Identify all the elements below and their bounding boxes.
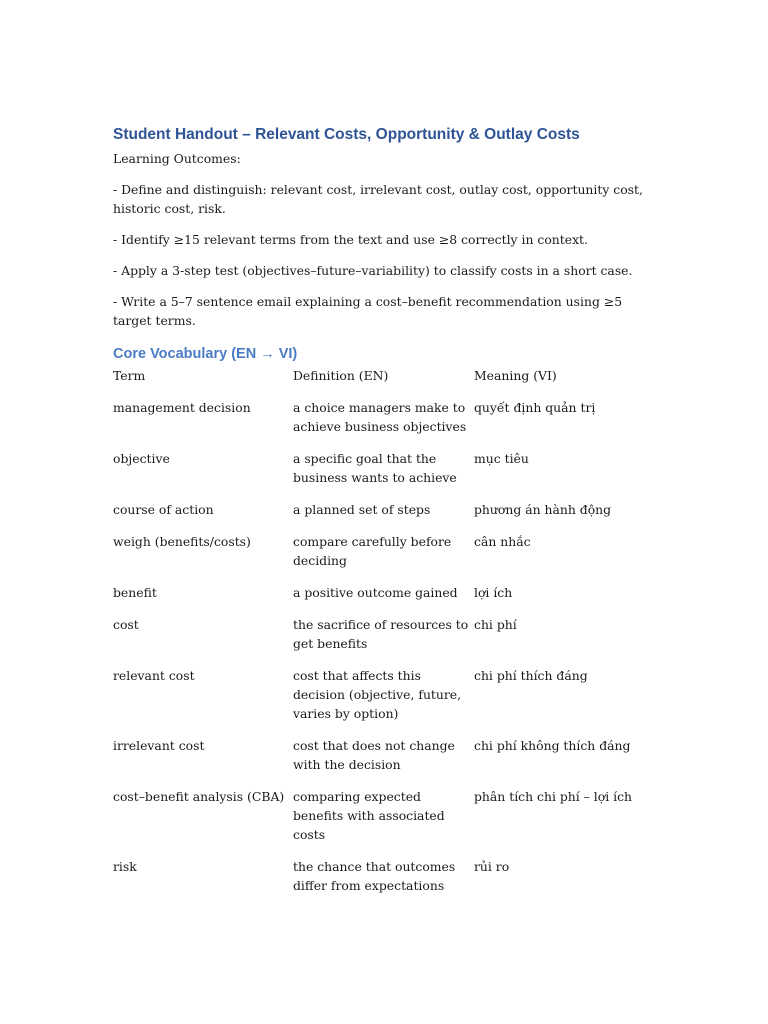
definition-cell: the sacrifice of resources to get benefits	[293, 617, 469, 651]
learning-outcome-item: - Define and distinguish: relevant cost, irrelevant cost, outlay cost, opportunity cost, historic cost, risk.	[113, 182, 643, 216]
table-row	[113, 398, 658, 436]
term-cell: irrelevant cost	[113, 738, 205, 753]
vocabulary-table-header	[113, 366, 658, 385]
definition-cell: a specific goal that the business wants to achieve	[293, 451, 457, 485]
definition-cell: cost that does not change with the decision	[293, 738, 455, 772]
column-header-definition: Definition (EN)	[293, 368, 389, 383]
learning-outcome-item: - Apply a 3-step test (objectives–future–variability) to classify costs in a short case.	[113, 263, 633, 278]
meaning-cell: lợi ích	[474, 585, 513, 600]
definition-cell: compare carefully before deciding	[293, 534, 452, 568]
meaning-cell: phân tích chi phí – lợi ích	[474, 789, 632, 804]
definition-cell: comparing expected benefits with associated costs	[293, 789, 445, 842]
term-cell: cost–benefit analysis (CBA)	[113, 789, 285, 804]
learning-outcome-item: - Write a 5–7 sentence email explaining a cost–benefit recommendation using ≥5 target terms.	[113, 294, 623, 328]
term-cell: benefit	[113, 585, 157, 600]
table-row	[113, 449, 658, 487]
table-row	[113, 500, 658, 519]
table-row	[113, 857, 658, 895]
handout-title: Student Handout – Relevant Costs, Opportunity & Outlay Costs	[113, 126, 580, 143]
table-row	[113, 615, 658, 653]
vocabulary-table	[113, 366, 658, 895]
term-cell: risk	[113, 859, 137, 874]
learning-outcome-item: - Identify ≥15 relevant terms from the text and use ≥8 correctly in context.	[113, 232, 588, 247]
learning-outcomes-label: Learning Outcomes:	[113, 151, 241, 166]
vocabulary-section-title: Core Vocabulary (EN → VI)	[113, 346, 298, 362]
document-content	[113, 124, 658, 908]
table-row	[113, 583, 658, 602]
definition-cell: a choice managers make to achieve business objectives	[293, 400, 467, 434]
column-header-term: Term	[113, 368, 146, 383]
column-header-meaning: Meaning (VI)	[474, 368, 557, 383]
table-row	[113, 532, 658, 570]
term-cell: relevant cost	[113, 668, 195, 683]
definition-cell: a planned set of steps	[293, 502, 431, 517]
definition-cell: the chance that outcomes differ from expectations	[293, 859, 456, 893]
meaning-cell: cân nhắc	[474, 534, 531, 549]
meaning-cell: rủi ro	[474, 859, 510, 874]
meaning-cell: chi phí thích đáng	[474, 668, 588, 683]
term-cell: course of action	[113, 502, 214, 517]
meaning-cell: chi phí	[474, 617, 517, 632]
definition-cell: cost that affects this decision (objective, future, varies by option)	[293, 668, 462, 721]
table-row	[113, 736, 658, 774]
term-cell: cost	[113, 617, 139, 632]
meaning-cell: phương án hành động	[474, 502, 612, 517]
meaning-cell: quyết định quản trị	[474, 400, 596, 415]
term-cell: weigh (benefits/costs)	[113, 534, 251, 549]
term-cell: management decision	[113, 400, 251, 415]
definition-cell: a positive outcome gained	[293, 585, 458, 600]
meaning-cell: chi phí không thích đáng	[474, 738, 631, 753]
table-row	[113, 787, 658, 844]
meaning-cell: mục tiêu	[474, 451, 529, 466]
term-cell: objective	[113, 451, 170, 466]
table-row	[113, 666, 658, 723]
